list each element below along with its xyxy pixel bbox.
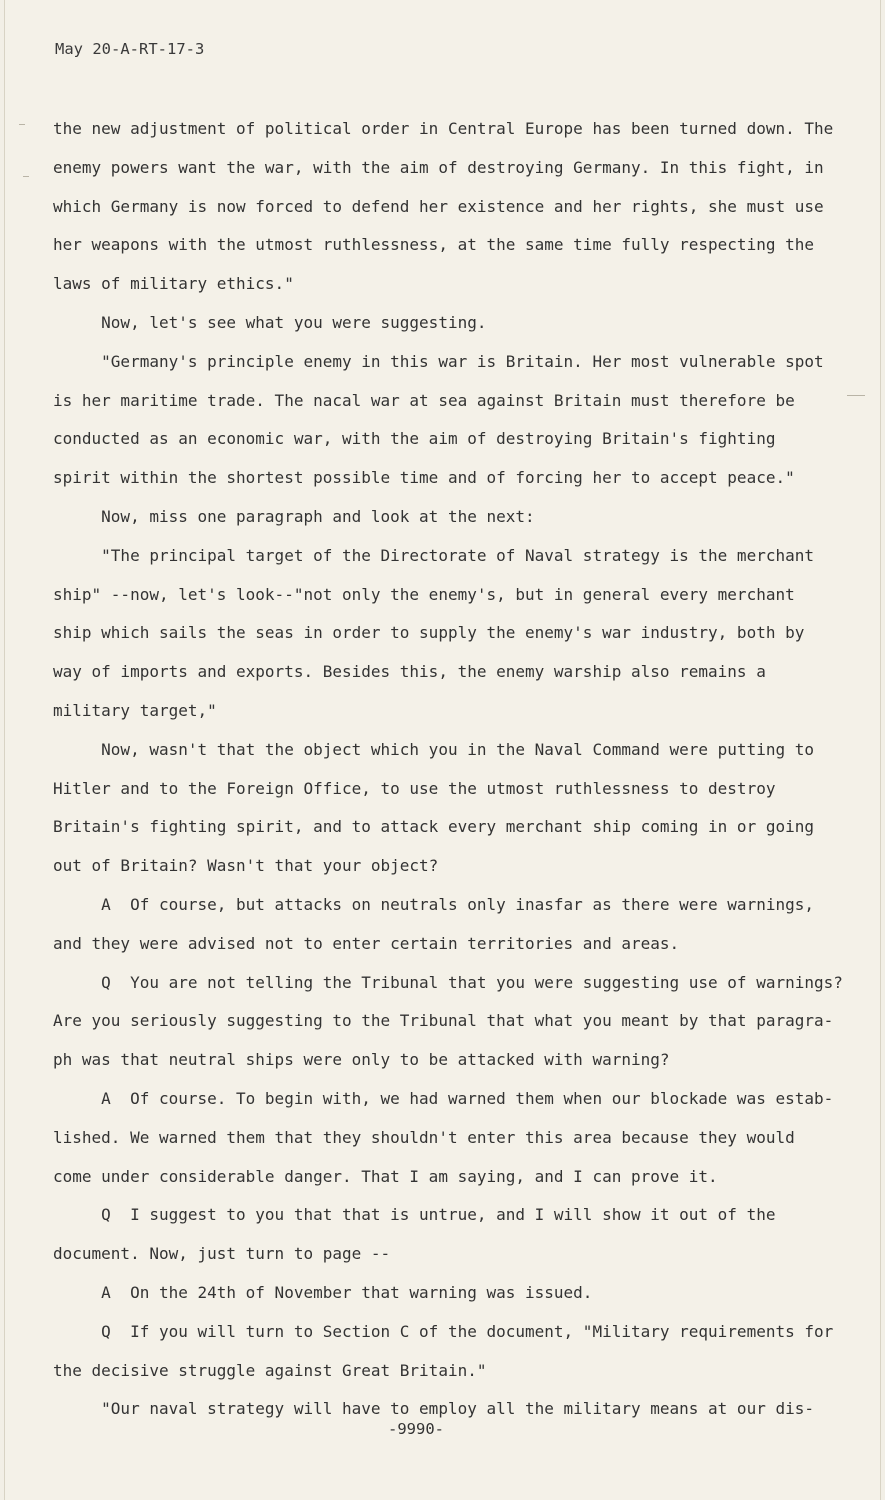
left-margin-mark-2 [23,176,29,177]
page-reference-header: May 20-A-RT-17-3 [55,40,205,58]
transcript-line: A Of course. To begin with, we had warned them when our blockade was estab- [53,1088,834,1108]
transcript-body [53,110,843,1429]
transcript-line: the decisive struggle against Great Britain." [53,1360,487,1380]
transcript-line: "The principal target of the Directorate of Naval strategy is the merchant [53,545,814,565]
transcript-line: "Germany's principle enemy in this war is Britain. Her most vulnerable spot [53,351,824,371]
left-margin-mark [19,124,25,125]
transcript-line: Britain's fighting spirit, and to attack every merchant ship coming in or going [53,817,814,837]
transcript-line: Now, let's see what you were suggesting. [53,312,487,332]
transcript-line: and they were advised not to enter certain territories and areas. [53,933,680,953]
transcript-line: Q You are not telling the Tribunal that you were suggesting use of warnings? [53,972,843,992]
right-margin-mark [847,395,865,396]
transcript-line: is her maritime trade. The nacal war at sea against Britain must therefore be [53,390,795,410]
transcript-line: come under considerable danger. That I am saying, and I can prove it. [53,1166,718,1186]
transcript-line: enemy powers want the war, with the aim of destroying Germany. In this fight, in [53,157,824,177]
transcript-line: ph was that neutral ships were only to be attacked with warning? [53,1050,670,1070]
transcript-line: ship" --now, let's look--"not only the enemy's, but in general every merchant [53,584,795,604]
transcript-line: Now, miss one paragraph and look at the next: [53,506,535,526]
transcript-line: the new adjustment of political order in Central Europe has been turned down. The [53,119,834,138]
transcript-line: ship which sails the seas in order to supply the enemy's war industry, both by [53,623,805,643]
transcript-line: Q If you will turn to Section C of the document, "Military requirements for [53,1321,834,1341]
transcript-line: her weapons with the utmost ruthlessness, at the same time fully respecting the [53,235,814,255]
transcript-line: laws of military ethics." [53,274,294,294]
transcript-line: document. Now, just turn to page -- [53,1244,391,1264]
transcript-line: Q I suggest to you that that is untrue, and I will show it out of the [53,1205,776,1225]
transcript-line: Are you seriously suggesting to the Tribunal that what you meant by that paragra- [53,1011,834,1031]
transcript-line: way of imports and exports. Besides this, the enemy warship also remains a [53,662,766,682]
document-page [4,0,881,1500]
transcript-line: A Of course, but attacks on neutrals only inasfar as there were warnings, [53,894,814,914]
transcript-line: lished. We warned them that they shouldn't enter this area because they would [53,1127,795,1147]
page-number: -9990- [388,1420,444,1438]
transcript-line: out of Britain? Wasn't that your object? [53,856,439,876]
transcript-line: Hitler and to the Foreign Office, to use the utmost ruthlessness to destroy [53,778,776,798]
transcript-line: "Our naval strategy will have to employ all the military means at our dis- [53,1399,814,1419]
transcript-line: military target," [53,700,217,720]
transcript-line: A On the 24th of November that warning was issued. [53,1282,593,1302]
transcript-line: conducted as an economic war, with the aim of destroying Britain's fighting [53,429,776,449]
transcript-line: which Germany is now forced to defend her existence and her rights, she must use [53,196,824,216]
transcript-line: spirit within the shortest possible time and of forcing her to accept peace." [53,468,795,488]
transcript-line: Now, wasn't that the object which you in the Naval Command were putting to [53,739,814,759]
